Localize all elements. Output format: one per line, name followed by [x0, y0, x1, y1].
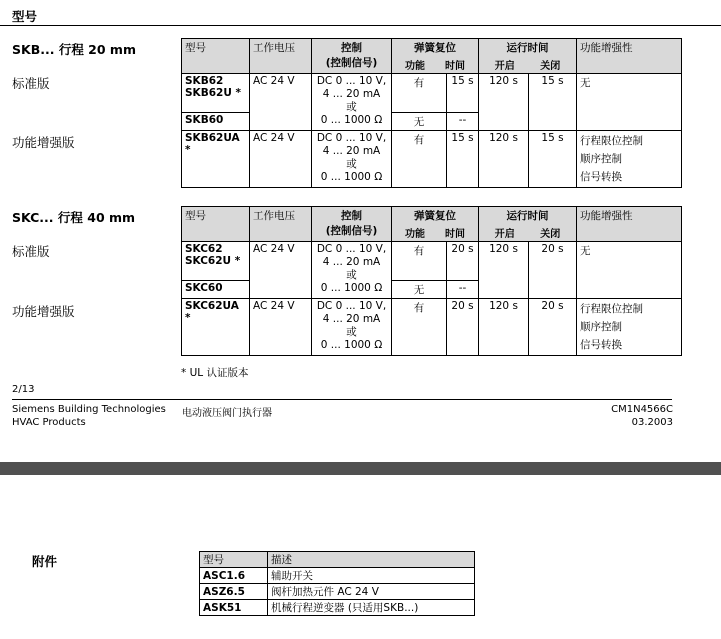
accessory-description: 阀杆加热元件 AC 24 V	[268, 584, 475, 600]
accessory-description: 辅助开关	[268, 568, 475, 584]
document-date: 03.2003	[631, 417, 673, 428]
accessory-code: ASZ6.5	[200, 584, 268, 600]
close-time-cell: 15 s	[529, 74, 577, 131]
model-code: SKC62 SKC62U *	[182, 242, 250, 281]
footer-divider	[12, 399, 672, 400]
col-header-model: 型号	[182, 39, 250, 74]
table-row	[200, 600, 475, 616]
model-code: SKB62UA *	[182, 131, 250, 188]
table-header-row	[182, 39, 682, 74]
model-code: SKB60	[182, 113, 250, 131]
spec-table-skc	[181, 206, 682, 356]
control-cell: DC 0 ... 10 V, 4 ... 20 mA 或 0 ... 1000 Ω	[312, 131, 392, 188]
accessories-table	[199, 551, 475, 616]
table-row	[182, 242, 682, 281]
open-time-cell: 120 s	[479, 242, 529, 299]
table-header-row	[182, 207, 682, 242]
close-time-cell: 20 s	[529, 299, 577, 356]
table-row	[200, 584, 475, 600]
company-line-2: HVAC Products	[12, 417, 86, 428]
features-cell: 无	[577, 74, 682, 131]
voltage-cell: AC 24 V	[250, 74, 312, 131]
features-cell: 行程限位控制 顺序控制 信号转换	[577, 299, 682, 356]
open-time-cell: 120 s	[479, 74, 529, 131]
control-cell: DC 0 ... 10 V, 4 ... 20 mA 或 0 ... 1000 Ω	[312, 74, 392, 131]
col-header-enhanced: 功能增强性	[577, 39, 682, 74]
voltage-cell: AC 24 V	[250, 299, 312, 356]
header-divider	[0, 25, 721, 26]
features-cell: 行程限位控制 顺序控制 信号转换	[577, 131, 682, 188]
col-header-voltage: 工作电压	[250, 39, 312, 74]
table-row	[182, 74, 682, 113]
open-time-cell: 120 s	[479, 299, 529, 356]
spring-function-cell: 无	[392, 281, 447, 299]
close-time-cell: 20 s	[529, 242, 577, 299]
variant-label-standard: 标准版	[12, 244, 50, 259]
table-header-row	[200, 552, 475, 568]
spring-time-cell: --	[447, 281, 479, 299]
col-header-spring: 弹簧复位 功能 时间	[392, 207, 479, 242]
variant-label-standard: 标准版	[12, 76, 50, 91]
accessory-code: ASK51	[200, 600, 268, 616]
features-cell: 无	[577, 242, 682, 299]
col-header-runtime: 运行时间 开启 关闭	[479, 39, 577, 74]
spring-function-cell: 有	[392, 242, 447, 281]
col-header-description: 描述	[268, 552, 475, 568]
col-header-spring: 弹簧复位 功能 时间	[392, 39, 479, 74]
accessories-title: 附件	[32, 554, 58, 569]
ul-note: * UL 认证版本	[181, 367, 249, 379]
variant-label-enhanced: 功能增强版	[12, 304, 75, 319]
spring-function-cell: 有	[392, 299, 447, 356]
accessory-description: 机械行程逆变器 (只适用SKB...)	[268, 600, 475, 616]
table-row	[182, 131, 682, 188]
model-code: SKC62UA *	[182, 299, 250, 356]
model-code: SKC60	[182, 281, 250, 299]
spring-function-cell: 有	[392, 131, 447, 188]
col-header-control: 控制 (控制信号)	[312, 207, 392, 242]
table-row	[200, 568, 475, 584]
company-line-1: Siemens Building Technologies	[12, 404, 166, 415]
section-title-skc: SKC... 行程 40 mm	[12, 210, 136, 225]
page-number: 2/13	[12, 384, 35, 395]
product-name: 电动液压阀门执行器	[182, 408, 272, 419]
voltage-cell: AC 24 V	[250, 131, 312, 188]
page-separator-band	[0, 462, 721, 475]
control-cell: DC 0 ... 10 V, 4 ... 20 mA 或 0 ... 1000 Ω	[312, 242, 392, 299]
spring-time-cell: 20 s	[447, 299, 479, 356]
control-cell: DC 0 ... 10 V, 4 ... 20 mA 或 0 ... 1000 Ω	[312, 299, 392, 356]
col-header-model: 型号	[200, 552, 268, 568]
spring-function-cell: 有	[392, 74, 447, 113]
model-code: SKB62 SKB62U *	[182, 74, 250, 113]
col-header-voltage: 工作电压	[250, 207, 312, 242]
section-title-skb: SKB... 行程 20 mm	[12, 42, 136, 57]
accessory-code: ASC1.6	[200, 568, 268, 584]
close-time-cell: 15 s	[529, 131, 577, 188]
col-header-model: 型号	[182, 207, 250, 242]
col-header-runtime: 运行时间 开启 关闭	[479, 207, 577, 242]
page-header-title: 型号	[12, 9, 38, 24]
spring-time-cell: 15 s	[447, 74, 479, 113]
spring-function-cell: 无	[392, 113, 447, 131]
open-time-cell: 120 s	[479, 131, 529, 188]
table-row	[182, 299, 682, 356]
document-id: CM1N4566C	[611, 404, 673, 415]
spring-time-cell: 15 s	[447, 131, 479, 188]
col-header-enhanced: 功能增强性	[577, 207, 682, 242]
col-header-control: 控制 (控制信号)	[312, 39, 392, 74]
spring-time-cell: --	[447, 113, 479, 131]
voltage-cell: AC 24 V	[250, 242, 312, 299]
spec-table-skb	[181, 38, 682, 188]
spring-time-cell: 20 s	[447, 242, 479, 281]
variant-label-enhanced: 功能增强版	[12, 135, 75, 150]
